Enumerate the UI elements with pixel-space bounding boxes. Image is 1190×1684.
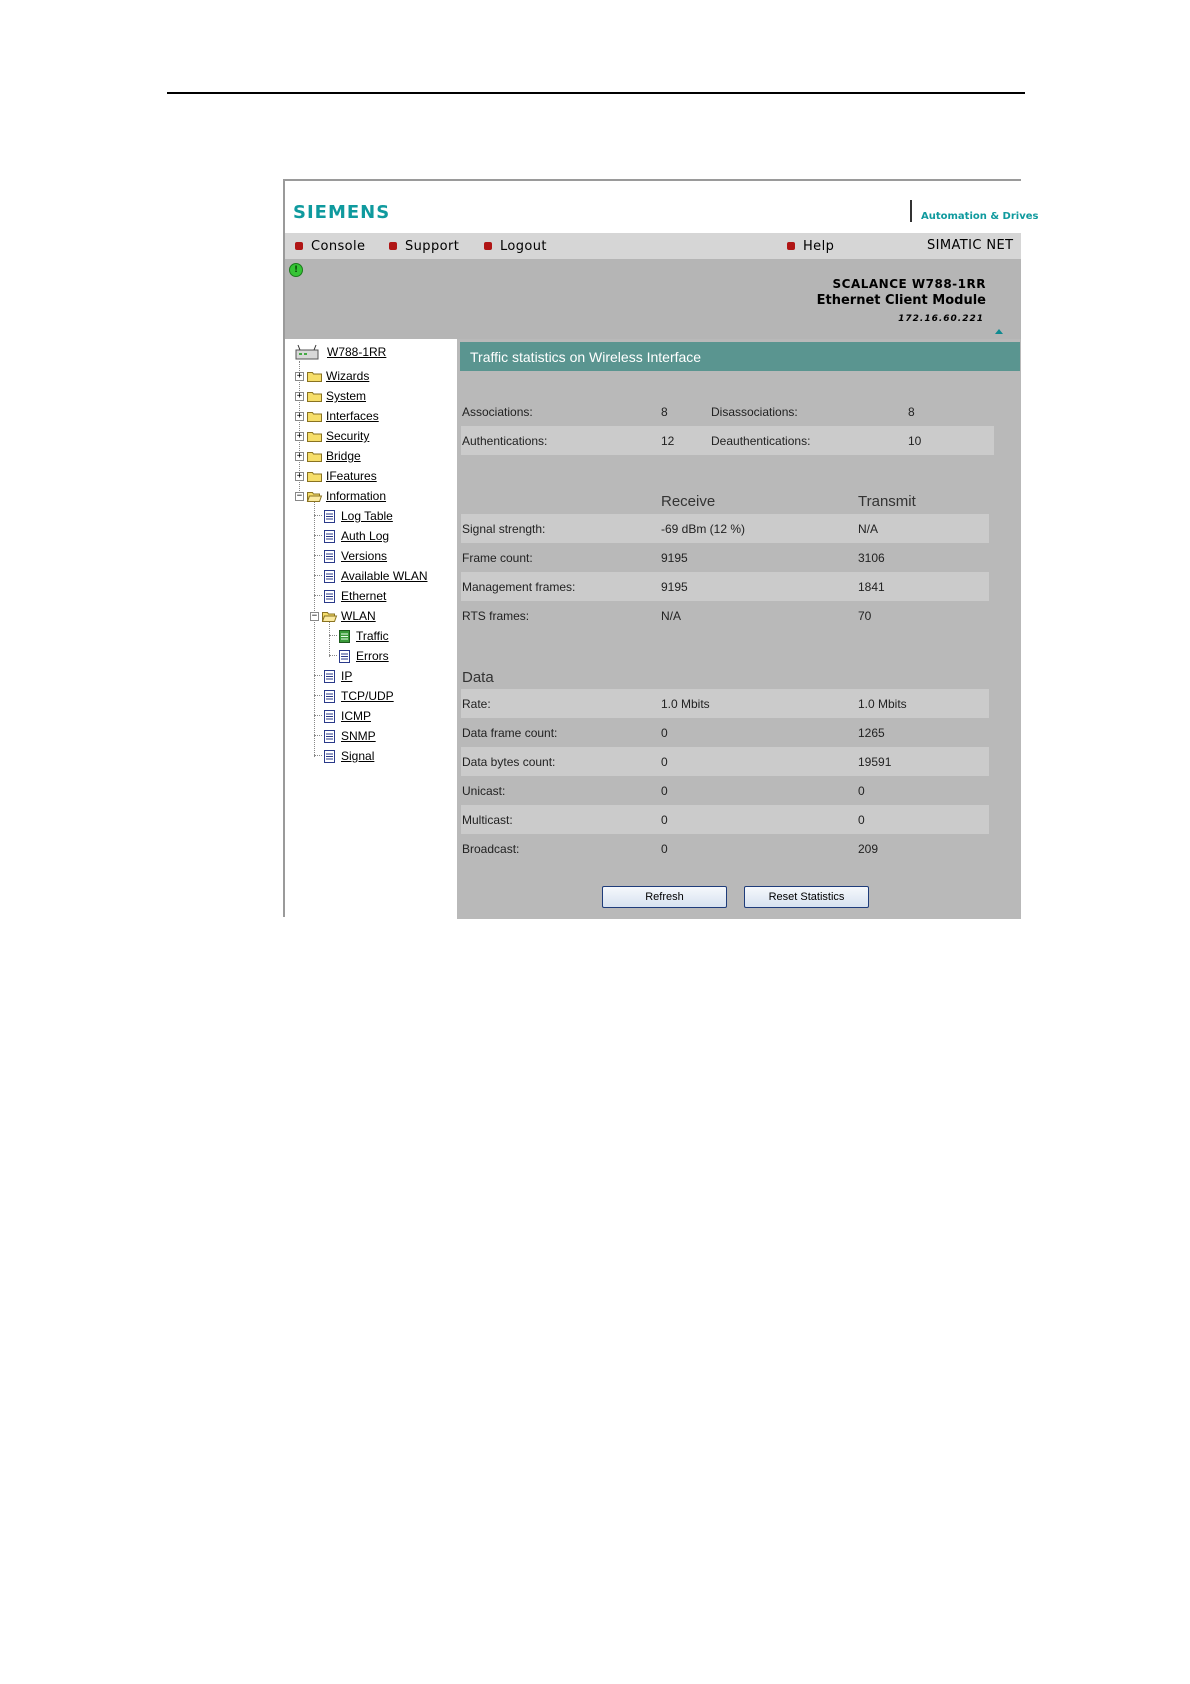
tree-line — [314, 755, 322, 756]
siemens-logo: SIEMENS — [293, 202, 391, 223]
tree-item-system[interactable] — [295, 387, 366, 405]
tree-item-wlan[interactable] — [310, 607, 376, 625]
tree-line — [329, 635, 337, 636]
transmit-value: 0 — [858, 784, 865, 798]
transmit-value: 1265 — [858, 726, 885, 740]
tree-label: Errors — [356, 649, 389, 663]
tree-item-interfaces[interactable] — [295, 407, 379, 425]
rate-row — [461, 689, 989, 718]
page-icon — [324, 670, 335, 683]
tree-item-ifeatures[interactable] — [295, 467, 377, 485]
simatic-net-label: SIMATIC NET — [927, 238, 1014, 253]
tree-item-auth-log[interactable] — [324, 527, 389, 545]
receive-value: N/A — [661, 609, 682, 623]
page-icon — [324, 730, 335, 743]
logout-link[interactable] — [484, 238, 547, 254]
folder-icon — [307, 391, 322, 402]
tree-label: Bridge — [326, 449, 361, 463]
tree-line — [314, 499, 315, 757]
page-icon — [324, 750, 335, 763]
stat-label: Data bytes count: — [462, 755, 556, 769]
stat-label: Authentications: — [462, 434, 548, 448]
tree-line — [314, 595, 322, 596]
page-icon — [324, 710, 335, 723]
tree-line — [314, 735, 322, 736]
receive-value: 9195 — [661, 551, 688, 565]
multicast-row — [461, 805, 989, 834]
tree-label: WLAN — [341, 609, 376, 623]
receive-column-header: Receive — [661, 493, 716, 510]
tree-line — [314, 515, 322, 516]
transmit-value: 209 — [858, 842, 879, 856]
open-folder-icon — [307, 491, 322, 502]
data-frame-count-row — [461, 718, 989, 747]
network-device-icon — [295, 345, 319, 360]
frame-count-row — [461, 543, 989, 572]
bullet-icon — [484, 242, 492, 250]
folder-icon — [307, 451, 322, 462]
selected-page-icon — [339, 630, 350, 643]
status-led-icon[interactable]: ! — [289, 263, 303, 277]
page-icon — [324, 510, 335, 523]
device-title-bar — [285, 259, 1021, 339]
data-section-header: Data — [462, 669, 494, 686]
transmit-value: 19591 — [858, 755, 892, 769]
receive-value: 0 — [661, 842, 668, 856]
tree-label: Interfaces — [326, 409, 379, 423]
console-link[interactable] — [295, 238, 365, 254]
tree-item-icmp[interactable] — [324, 707, 371, 725]
bullet-icon — [787, 242, 795, 250]
tree-line — [314, 715, 322, 716]
collapse-arrow-icon[interactable] — [995, 329, 1003, 334]
tree-label: Versions — [341, 549, 388, 563]
tree-item-signal[interactable] — [324, 747, 374, 765]
stat-value: 12 — [661, 434, 675, 448]
expand-plus-icon[interactable]: + — [296, 450, 303, 461]
tree-item-tcp-udp[interactable] — [324, 687, 394, 705]
folder-icon — [307, 371, 322, 382]
transmit-value: 3106 — [858, 551, 885, 565]
receive-value: 9195 — [661, 580, 688, 594]
transmit-value: 0 — [858, 813, 865, 827]
brand-bar — [285, 181, 1039, 233]
page-icon — [324, 530, 335, 543]
tree-label: TCP/UDP — [341, 689, 394, 703]
refresh-button[interactable]: Refresh — [602, 886, 727, 908]
transmit-value: N/A — [858, 522, 879, 536]
stat-label: Unicast: — [462, 784, 506, 798]
tree-item-versions[interactable] — [324, 547, 387, 565]
automation-drives-tagline: Automation & Drives — [921, 211, 1039, 222]
stat-label: Associations: — [462, 405, 533, 419]
unicast-row — [461, 776, 989, 805]
tree-label: Information — [326, 489, 387, 503]
expand-plus-icon[interactable]: + — [296, 430, 303, 441]
tree-label: Security — [326, 429, 370, 443]
receive-value: 1.0 Mbits — [661, 697, 710, 711]
header-divider — [910, 200, 912, 222]
logout-label: Logout — [500, 238, 547, 254]
tree-item-bridge[interactable] — [295, 447, 361, 465]
expand-plus-icon[interactable]: + — [296, 470, 303, 481]
folder-icon — [307, 431, 322, 442]
page-icon — [324, 590, 335, 603]
expand-plus-icon[interactable]: + — [296, 370, 303, 381]
transmit-value: 70 — [858, 609, 872, 623]
tree-line — [314, 535, 322, 536]
bullet-icon — [295, 242, 303, 250]
open-folder-icon — [322, 611, 337, 622]
tree-item-security[interactable] — [295, 427, 369, 445]
stat-label: Broadcast: — [462, 842, 520, 856]
folder-icon — [307, 411, 322, 422]
tree-line — [314, 695, 322, 696]
stat-label: Frame count: — [462, 551, 533, 565]
support-label: Support — [405, 238, 460, 254]
stat-value: 10 — [908, 434, 922, 448]
tree-item-traffic[interactable] — [339, 627, 389, 645]
associations-row — [461, 397, 994, 426]
tree-label: IP — [341, 669, 353, 683]
tree-item-wizards[interactable] — [295, 367, 369, 385]
receive-value: 0 — [661, 755, 668, 769]
folder-icon — [307, 471, 322, 482]
tree-label: Signal — [341, 749, 375, 763]
management-frames-row — [461, 572, 989, 601]
receive-value: -69 dBm (12 %) — [661, 522, 746, 536]
rts-frames-row — [461, 601, 989, 630]
transmit-column-header: Transmit — [858, 493, 916, 510]
bullet-icon — [389, 242, 397, 250]
tree-root-device[interactable] — [295, 343, 386, 361]
receive-value: 0 — [661, 784, 668, 798]
tree-label: SNMP — [341, 729, 376, 743]
stat-label: Multicast: — [462, 813, 513, 827]
authentications-row — [461, 426, 994, 455]
tree-item-ethernet[interactable] — [324, 587, 386, 605]
product-name: SCALANCE W788-1RR — [832, 277, 986, 291]
tree-item-ip[interactable] — [324, 667, 352, 685]
receive-value: 0 — [661, 726, 668, 740]
device-ip: 172.16.60.221 — [898, 314, 984, 324]
tree-item-snmp[interactable] — [324, 727, 376, 745]
main-content — [457, 339, 1021, 919]
top-menu-bar — [285, 233, 1021, 259]
tree-label: System — [326, 389, 367, 403]
receive-value: 0 — [661, 813, 668, 827]
tree-label: Traffic — [356, 629, 389, 643]
tree-label: IFeatures — [326, 469, 377, 483]
reset-statistics-button[interactable]: Reset Statistics — [744, 886, 869, 908]
stat-value: 8 — [661, 405, 668, 419]
tree-item-available-wlan[interactable] — [324, 567, 427, 585]
stat-label: Management frames: — [462, 580, 576, 594]
product-subtitle: Ethernet Client Module — [816, 293, 986, 308]
help-label: Help — [803, 238, 835, 254]
signal-strength-row — [461, 514, 989, 543]
page-title: Traffic statistics on Wireless Interface — [470, 349, 702, 365]
tree-label: Wizards — [326, 369, 370, 383]
tree-item-information[interactable] — [295, 487, 386, 505]
stat-label: Deauthentications: — [711, 434, 811, 448]
stat-value: 8 — [908, 405, 915, 419]
collapse-minus-icon[interactable]: − — [296, 490, 303, 501]
tree-line — [314, 675, 322, 676]
tree-item-errors[interactable] — [339, 647, 389, 665]
broadcast-row — [461, 834, 989, 863]
tree-line — [314, 575, 322, 576]
expand-plus-icon[interactable]: + — [296, 410, 303, 421]
transmit-value: 1.0 Mbits — [858, 697, 907, 711]
transmit-value: 1841 — [858, 580, 885, 594]
console-label: Console — [311, 238, 366, 254]
tree-label: Available WLAN — [341, 569, 428, 583]
tree-label: ICMP — [341, 709, 371, 723]
page-icon — [339, 650, 350, 663]
page-icon — [324, 570, 335, 583]
stat-label: Rate: — [462, 697, 491, 711]
tree-item-log-table[interactable] — [324, 507, 393, 525]
collapse-minus-icon[interactable]: − — [311, 610, 318, 621]
tree-label: Ethernet — [341, 589, 387, 603]
stat-label: RTS frames: — [462, 609, 530, 623]
tree-line — [329, 655, 337, 656]
navigation-tree — [285, 339, 457, 919]
stat-label: Data frame count: — [462, 726, 558, 740]
page-icon — [324, 550, 335, 563]
page-icon — [324, 690, 335, 703]
tree-label: Log Table — [341, 509, 393, 523]
data-bytes-count-row — [461, 747, 989, 776]
stat-label: Disassociations: — [711, 405, 798, 419]
support-link[interactable] — [389, 238, 459, 254]
expand-plus-icon[interactable]: + — [296, 390, 303, 401]
browser-frame — [283, 179, 1039, 917]
page-rule — [167, 92, 1025, 94]
stat-label: Signal strength: — [462, 522, 546, 536]
tree-line — [314, 555, 322, 556]
section-title-bar — [460, 342, 1020, 371]
tree-label: Auth Log — [341, 529, 390, 543]
tree-label-device: W788-1RR — [327, 345, 387, 359]
help-link[interactable] — [787, 238, 834, 254]
